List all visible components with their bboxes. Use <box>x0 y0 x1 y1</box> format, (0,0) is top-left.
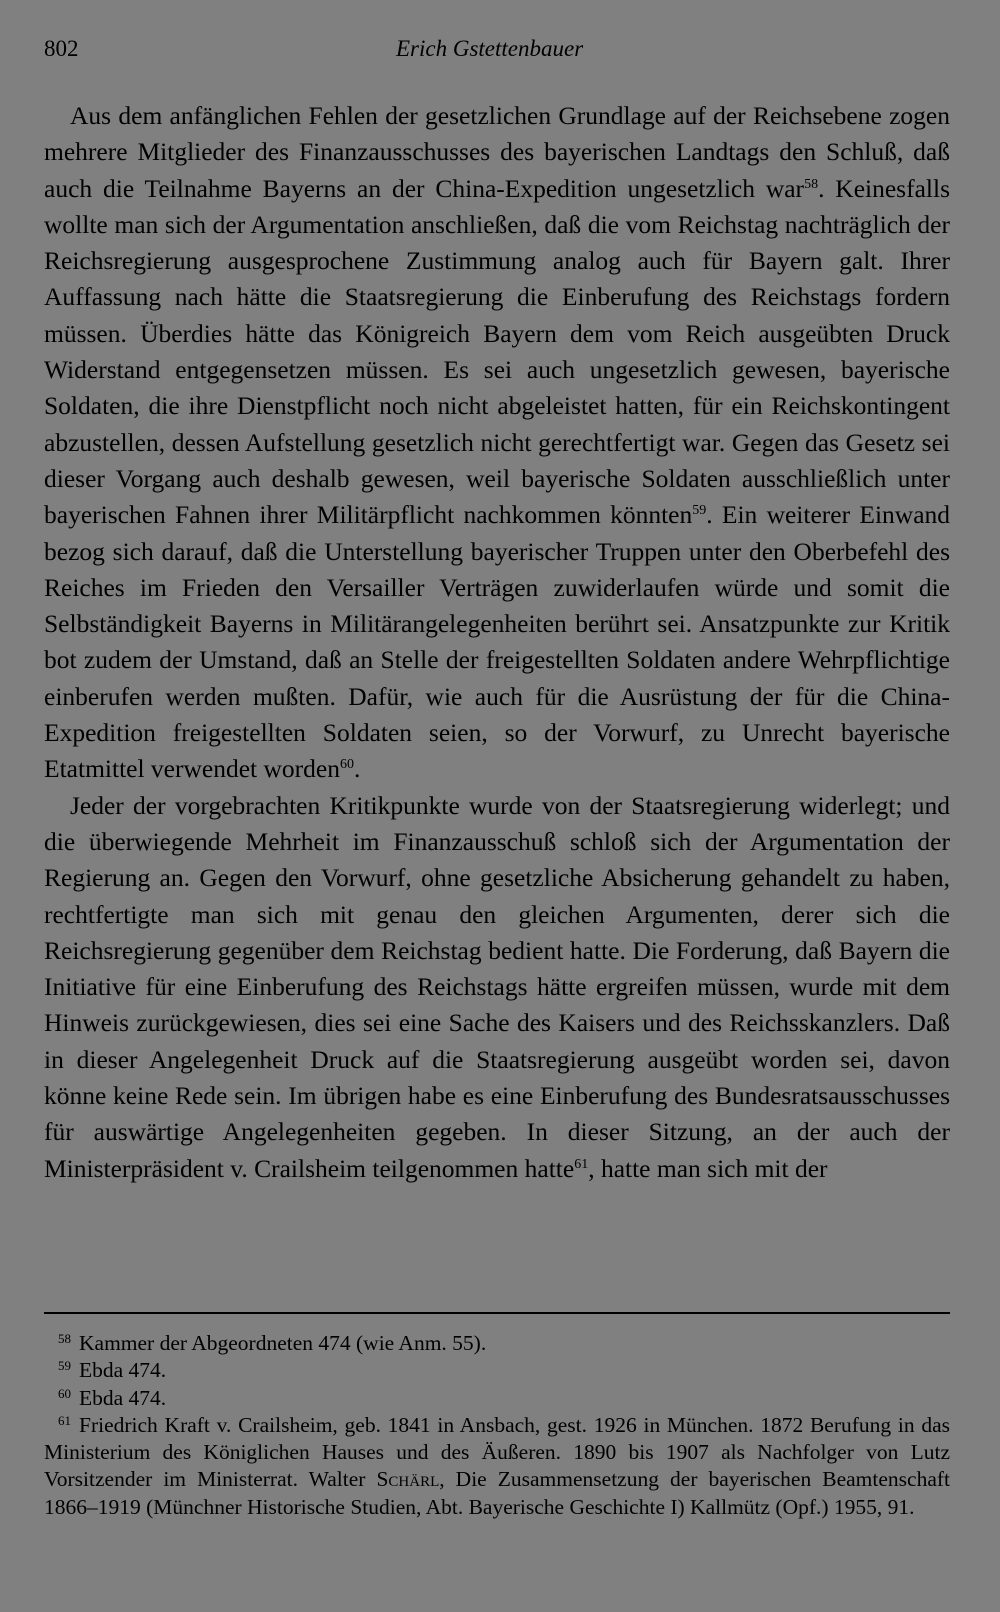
paragraph-text: Jeder der vorgebrachten Kritikpunkte wurde von der Staatsregierung widerlegt; und die überwiegende Mehrheit im Finanzausschuß schloß sich der Argumentation der Regierung an. Gegen den Vorwurf, ohne gesetzliche Absicherung gehandelt zu haben, rechtfertigte man sich mit genau den gleichen Argumenten, derer sich die Reichsregierung gegenüber dem Reichstag bedient hatte. Die Forderung, daß Bayern die Initiative für eine Einberufung des Reichstags hätte ergreifen müssen, wurde mit dem Hinweis zurückgewiesen, dies sei eine Sache des Kaisers und des Reichsskanzlers. Daß in dieser Angelegenheit Druck auf die Staatsregierung ausgeübt worden sei, davon könne keine Rede sein. Im übrigen habe es eine Einberufung des Bundesratsausschusses für auswärtige Angelegenheiten gegeben. In dieser Sitzung, an der auch der Ministerpräsident v. Crailsheim teilgenommen hatte <box>44 790 950 1183</box>
paragraph-text: . <box>353 754 361 784</box>
footnote <box>44 1357 950 1384</box>
footnote <box>44 1385 950 1412</box>
footnote-author-name: Schärl <box>376 1467 440 1492</box>
running-head <box>44 30 948 66</box>
paragraph-text: . Ein weiterer Einwand bezog sich darauf, daß die Unterstellung bayerischer Truppen unter den Oberbefehl des Reiches im Frieden den Versailler Verträgen zuwiderlaufen würde und somit die Selbständigkeit Bayerns in Militärangelegenheiten berührt sei. Ansatzpunkte zur Kritik bot zudem der Umstand, daß an Stelle der freigestellten Soldaten andere Wehrpflichtige einberufen werden mußten. Dafür, wie auch für die Ausrüstung der für die China-Expedition freigestellten Soldaten seien, so der Vorwurf, zu Unrecht bayerische Etatmittel verwendet worden <box>44 500 951 784</box>
footnote-number: 60 <box>58 1385 71 1401</box>
footnote-divider <box>44 1312 950 1314</box>
footnote <box>44 1412 950 1521</box>
footnote-text: Kammer der Abgeordneten 474 (wie Anm. 55). <box>79 1331 487 1355</box>
paragraph-text: Aus dem anfänglichen Fehlen der gesetzlichen Grundlage auf der Reichsebene zogen mehrere Mitglieder des Finanzausschusses des bayerischen Landtags den Schluß, daß auch die Teilnahme Bayerns an der China-Expedition ungesetzlich war <box>44 101 950 203</box>
footnote-number: 58 <box>58 1331 71 1346</box>
paragraph-text: . Keinesfalls wollte man sich der Argumentation anschließen, daß die vom Reichstag nachträglich der Reichsregierung ausgesprochene Zustimmung analog auch für Bayern galt. Ihrer Auffassung nach hätte die Staatsregierung die Einberufung des Reichstags fordern müssen. Überdies hätte das Königreich Bayern dem vom Reich ausgeübten Druck Widerstand entgegensetzen müssen. Es sei auch ungesetzlich gewesen, bayerische Soldaten, die ihre Dienstpflicht noch nicht abgeleistet hatten, für ein Reichskontingent abzustellen, dessen Aufstellung gesetzlich nicht gerechtfertigt war. Gegen das Gesetz sei dieser Vorgang auch deshalb gewesen, weil bayerische Soldaten ausschließlich unter bayerischen Fahnen ihrer Militärpflicht nachkommen könnten <box>44 173 951 530</box>
footnote-text: Ebda 474. <box>79 1358 167 1383</box>
footnote-text: Ebda 474. <box>79 1385 167 1410</box>
footnote-reference: 58 <box>804 176 819 192</box>
footnote <box>44 1330 950 1357</box>
footnote-reference: 61 <box>574 1156 589 1172</box>
running-head-author: Erich Gstettenbauer <box>396 36 584 61</box>
page-number: 802 <box>44 36 79 61</box>
paragraph <box>44 98 950 788</box>
paragraph-text: , hatte man sich mit der <box>588 1153 828 1183</box>
footnote-number: 59 <box>58 1358 71 1374</box>
footnote-reference: 59 <box>692 503 707 519</box>
footnotes <box>44 1330 950 1521</box>
body-text <box>44 98 950 1187</box>
footnote-text: , Die Zusammensetzung der bayerischen Beamtenschaft 1866–1919 (Münchner Historische Studien, Abt. Bayerische Geschichte I) Kallmütz (Opf.) 1955, 91. <box>44 1467 951 1519</box>
footnote-reference: 60 <box>339 757 354 773</box>
paragraph <box>44 788 950 1187</box>
footnote-number: 61 <box>58 1412 71 1428</box>
footnote-text: Friedrich Kraft v. Crailsheim, geb. 1841 in Ansbach, gest. 1926 in München. 1872 Berufung in das Ministerium des Königlichen Hauses und des Äußeren. 1890 bis 1907 als Nachfolger von Lutz Vorsitzender im Ministerrat. Walter <box>44 1412 950 1492</box>
